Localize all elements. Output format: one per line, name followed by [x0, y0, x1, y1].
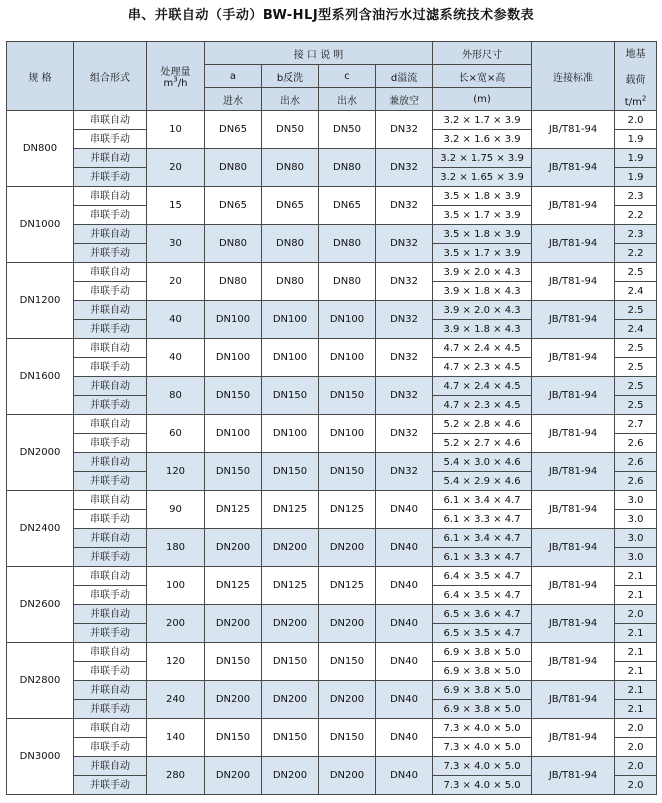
dims-cell: 4.7 × 2.4 × 4.5 — [433, 339, 532, 358]
header-port-d: d溢流 — [376, 65, 433, 88]
dims-cell: 5.4 × 2.9 × 4.6 — [433, 472, 532, 491]
load-cell: 3.0 — [615, 529, 657, 548]
port-d-cell: DN32 — [376, 149, 433, 187]
standard-cell: JB/T81-94 — [532, 605, 615, 643]
table-row — [7, 149, 657, 168]
flow-cell: 10 — [147, 111, 205, 149]
load-cell: 1.9 — [615, 149, 657, 168]
table-row — [7, 225, 657, 244]
table-row — [7, 681, 657, 700]
load-cell: 2.0 — [615, 719, 657, 738]
dims-cell: 6.9 × 3.8 × 5.0 — [433, 700, 532, 719]
port-a-cell: DN100 — [205, 301, 262, 339]
standard-cell: JB/T81-94 — [532, 643, 615, 681]
table-row — [7, 453, 657, 472]
combo-cell: 并联手动 — [74, 624, 147, 643]
dims-cell: 4.7 × 2.3 × 4.5 — [433, 396, 532, 415]
combo-cell: 串联自动 — [74, 719, 147, 738]
dims-cell: 6.9 × 3.8 × 5.0 — [433, 643, 532, 662]
flow-cell: 200 — [147, 605, 205, 643]
header-dims: 外形尺寸 — [433, 42, 532, 65]
combo-cell: 并联手动 — [74, 472, 147, 491]
combo-cell: 并联手动 — [74, 244, 147, 263]
dims-cell: 6.1 × 3.3 × 4.7 — [433, 510, 532, 529]
combo-cell: 串联手动 — [74, 586, 147, 605]
port-c-cell: DN125 — [319, 491, 376, 529]
table-row — [7, 719, 657, 738]
port-a-cell: DN65 — [205, 187, 262, 225]
port-d-cell: DN32 — [376, 453, 433, 491]
port-c-cell: DN150 — [319, 453, 376, 491]
port-a-cell: DN150 — [205, 719, 262, 757]
load-cell: 2.0 — [615, 111, 657, 130]
dims-cell: 7.3 × 4.0 × 5.0 — [433, 738, 532, 757]
header-ports: 接 口 说 明 — [205, 42, 433, 65]
port-a-cell: DN80 — [205, 149, 262, 187]
port-d-cell: DN32 — [376, 377, 433, 415]
port-d-cell: DN40 — [376, 567, 433, 605]
port-a-cell: DN200 — [205, 681, 262, 719]
load-cell: 2.2 — [615, 206, 657, 225]
table-row — [7, 263, 657, 282]
header-load: 地基 载荷 $t/m^2$ — [615, 42, 657, 111]
load-cell: 2.1 — [615, 681, 657, 700]
combo-cell: 串联手动 — [74, 738, 147, 757]
combo-cell: 串联自动 — [74, 263, 147, 282]
dims-cell: 5.2 × 2.7 × 4.6 — [433, 434, 532, 453]
standard-cell: JB/T81-94 — [532, 377, 615, 415]
load-cell: 2.0 — [615, 605, 657, 624]
header-flow — [147, 42, 205, 111]
port-c-cell: DN80 — [319, 263, 376, 301]
load-cell: 2.1 — [615, 586, 657, 605]
port-a-cell: DN200 — [205, 757, 262, 795]
table-row — [7, 377, 657, 396]
port-a-cell: DN125 — [205, 567, 262, 605]
flow-cell: 20 — [147, 263, 205, 301]
combo-cell: 并联自动 — [74, 453, 147, 472]
port-a-cell: DN80 — [205, 225, 262, 263]
standard-cell: JB/T81-94 — [532, 567, 615, 605]
load-cell: 2.6 — [615, 472, 657, 491]
header-flow-unit: $m^3/h$ — [163, 75, 188, 89]
spec-cell: DN2400 — [7, 491, 74, 567]
standard-cell: JB/T81-94 — [532, 681, 615, 719]
port-b-cell: DN200 — [262, 757, 319, 795]
header-port-c: c — [319, 65, 376, 88]
standard-cell: JB/T81-94 — [532, 491, 615, 529]
port-d-cell: DN40 — [376, 605, 433, 643]
port-c-cell: DN125 — [319, 567, 376, 605]
port-b-cell: DN200 — [262, 605, 319, 643]
combo-cell: 并联手动 — [74, 396, 147, 415]
port-d-cell: DN40 — [376, 643, 433, 681]
dims-cell: 7.3 × 4.0 × 5.0 — [433, 719, 532, 738]
port-b-cell: DN150 — [262, 643, 319, 681]
port-d-cell: DN32 — [376, 225, 433, 263]
combo-cell: 串联手动 — [74, 510, 147, 529]
load-cell: 2.1 — [615, 567, 657, 586]
combo-cell: 并联自动 — [74, 681, 147, 700]
header-port-d-desc: 兼放空 — [376, 88, 433, 111]
standard-cell: JB/T81-94 — [532, 225, 615, 263]
table-row — [7, 605, 657, 624]
header-dims-sub2: (m) — [433, 88, 532, 111]
port-c-cell: DN150 — [319, 719, 376, 757]
dims-cell: 7.3 × 4.0 × 5.0 — [433, 776, 532, 795]
dims-cell: 3.5 × 1.7 × 3.9 — [433, 206, 532, 225]
header-standard: 连接标准 — [532, 42, 615, 111]
standard-cell: JB/T81-94 — [532, 301, 615, 339]
header-spec: 规 格 — [7, 42, 74, 111]
port-b-cell: DN150 — [262, 453, 319, 491]
flow-cell: 120 — [147, 453, 205, 491]
flow-cell: 30 — [147, 225, 205, 263]
spec-cell: DN3000 — [7, 719, 74, 795]
port-b-cell: DN200 — [262, 529, 319, 567]
port-a-cell: DN150 — [205, 377, 262, 415]
combo-cell: 并联自动 — [74, 757, 147, 776]
load-cell: 2.7 — [615, 415, 657, 434]
port-a-cell: DN125 — [205, 491, 262, 529]
standard-cell: JB/T81-94 — [532, 415, 615, 453]
load-cell: 3.0 — [615, 548, 657, 567]
page-title: 串、并联自动（手动）BW-HLJ型系列含油污水过滤系统技术参数表 — [127, 8, 535, 23]
dims-cell: 3.2 × 1.75 × 3.9 — [433, 149, 532, 168]
port-a-cell: DN150 — [205, 643, 262, 681]
load-cell: 2.0 — [615, 757, 657, 776]
combo-cell: 并联手动 — [74, 168, 147, 187]
port-c-cell: DN80 — [319, 149, 376, 187]
spec-table — [6, 41, 657, 795]
port-d-cell: DN40 — [376, 529, 433, 567]
header-dims-sub1: 长×宽×高 — [433, 65, 532, 88]
dims-cell: 4.7 × 2.4 × 4.5 — [433, 377, 532, 396]
port-b-cell: DN150 — [262, 377, 319, 415]
port-c-cell: DN80 — [319, 225, 376, 263]
load-cell: 2.4 — [615, 320, 657, 339]
port-c-cell: DN100 — [319, 301, 376, 339]
header-combo: 组合形式 — [74, 42, 147, 111]
dims-cell: 3.2 × 1.7 × 3.9 — [433, 111, 532, 130]
port-d-cell: DN40 — [376, 681, 433, 719]
load-cell: 2.5 — [615, 358, 657, 377]
load-cell: 2.5 — [615, 396, 657, 415]
dims-cell: 4.7 × 2.3 × 4.5 — [433, 358, 532, 377]
header-flow-label: 处理量 — [160, 67, 191, 78]
port-b-cell: DN50 — [262, 111, 319, 149]
dims-cell: 3.9 × 2.0 × 4.3 — [433, 263, 532, 282]
port-b-cell: DN65 — [262, 187, 319, 225]
table-row — [7, 301, 657, 320]
dims-cell: 6.1 × 3.4 × 4.7 — [433, 529, 532, 548]
port-d-cell: DN40 — [376, 757, 433, 795]
port-b-cell: DN100 — [262, 415, 319, 453]
load-cell: 2.3 — [615, 187, 657, 206]
spec-cell: DN1000 — [7, 187, 74, 263]
port-d-cell: DN32 — [376, 339, 433, 377]
dims-cell: 5.2 × 2.8 × 4.6 — [433, 415, 532, 434]
standard-cell: JB/T81-94 — [532, 149, 615, 187]
load-cell: 2.6 — [615, 453, 657, 472]
dims-cell: 5.4 × 3.0 × 4.6 — [433, 453, 532, 472]
dims-cell: 3.5 × 1.8 × 3.9 — [433, 225, 532, 244]
port-b-cell: DN150 — [262, 719, 319, 757]
port-a-cell: DN200 — [205, 529, 262, 567]
load-cell: 2.3 — [615, 225, 657, 244]
header-port-a-desc: 进水 — [205, 88, 262, 111]
load-cell: 2.5 — [615, 263, 657, 282]
header-port-a: a — [205, 65, 262, 88]
flow-cell: 20 — [147, 149, 205, 187]
header-port-c-desc: 出水 — [319, 88, 376, 111]
dims-cell: 3.5 × 1.8 × 3.9 — [433, 187, 532, 206]
combo-cell: 串联自动 — [74, 111, 147, 130]
port-d-cell: DN40 — [376, 491, 433, 529]
spec-cell: DN1600 — [7, 339, 74, 415]
port-b-cell: DN125 — [262, 491, 319, 529]
port-a-cell: DN200 — [205, 605, 262, 643]
load-cell: 1.9 — [615, 130, 657, 149]
combo-cell: 并联自动 — [74, 149, 147, 168]
combo-cell: 并联自动 — [74, 605, 147, 624]
load-cell: 2.6 — [615, 434, 657, 453]
port-c-cell: DN100 — [319, 339, 376, 377]
combo-cell: 串联自动 — [74, 491, 147, 510]
port-a-cell: DN100 — [205, 339, 262, 377]
spec-cell: DN2800 — [7, 643, 74, 719]
combo-cell: 串联手动 — [74, 434, 147, 453]
port-c-cell: DN150 — [319, 377, 376, 415]
dims-cell: 6.9 × 3.8 × 5.0 — [433, 681, 532, 700]
port-d-cell: DN32 — [376, 263, 433, 301]
dims-cell: 3.9 × 2.0 × 4.3 — [433, 301, 532, 320]
port-c-cell: DN65 — [319, 187, 376, 225]
combo-cell: 串联手动 — [74, 130, 147, 149]
standard-cell: JB/T81-94 — [532, 719, 615, 757]
dims-cell: 3.5 × 1.7 × 3.9 — [433, 244, 532, 263]
combo-cell: 并联自动 — [74, 225, 147, 244]
port-b-cell: DN125 — [262, 567, 319, 605]
combo-cell: 串联自动 — [74, 643, 147, 662]
combo-cell: 串联自动 — [74, 339, 147, 358]
table-row — [7, 491, 657, 510]
port-b-cell: DN100 — [262, 301, 319, 339]
table-row — [7, 415, 657, 434]
table-row — [7, 111, 657, 130]
load-cell: 2.2 — [615, 244, 657, 263]
port-b-cell: DN80 — [262, 149, 319, 187]
port-b-cell: DN100 — [262, 339, 319, 377]
port-c-cell: DN200 — [319, 605, 376, 643]
flow-cell: 120 — [147, 643, 205, 681]
flow-cell: 100 — [147, 567, 205, 605]
dims-cell: 3.9 × 1.8 × 4.3 — [433, 282, 532, 301]
header-port-b-desc: 出水 — [262, 88, 319, 111]
combo-cell: 串联手动 — [74, 282, 147, 301]
combo-cell: 并联手动 — [74, 548, 147, 567]
combo-cell: 串联自动 — [74, 567, 147, 586]
combo-cell: 并联手动 — [74, 700, 147, 719]
combo-cell: 串联手动 — [74, 662, 147, 681]
port-c-cell: DN200 — [319, 529, 376, 567]
table-row — [7, 643, 657, 662]
combo-cell: 并联自动 — [74, 301, 147, 320]
flow-cell: 180 — [147, 529, 205, 567]
standard-cell: JB/T81-94 — [532, 757, 615, 795]
flow-cell: 40 — [147, 301, 205, 339]
dims-cell: 6.4 × 3.5 × 4.7 — [433, 567, 532, 586]
load-cell: 2.1 — [615, 700, 657, 719]
standard-cell: JB/T81-94 — [532, 111, 615, 149]
flow-cell: 60 — [147, 415, 205, 453]
dims-cell: 3.9 × 1.8 × 4.3 — [433, 320, 532, 339]
port-d-cell: DN32 — [376, 301, 433, 339]
flow-cell: 140 — [147, 719, 205, 757]
load-cell: 2.0 — [615, 738, 657, 757]
load-cell: 1.9 — [615, 168, 657, 187]
flow-cell: 240 — [147, 681, 205, 719]
spec-cell: DN2000 — [7, 415, 74, 491]
standard-cell: JB/T81-94 — [532, 339, 615, 377]
dims-cell: 6.4 × 3.5 × 4.7 — [433, 586, 532, 605]
spec-cell: DN800 — [7, 111, 74, 187]
load-cell: 2.5 — [615, 339, 657, 358]
port-d-cell: DN40 — [376, 719, 433, 757]
combo-cell: 串联手动 — [74, 358, 147, 377]
port-a-cell: DN80 — [205, 263, 262, 301]
port-d-cell: DN32 — [376, 415, 433, 453]
standard-cell: JB/T81-94 — [532, 529, 615, 567]
standard-cell: JB/T81-94 — [532, 453, 615, 491]
port-a-cell: DN150 — [205, 453, 262, 491]
combo-cell: 串联自动 — [74, 415, 147, 434]
port-d-cell: DN32 — [376, 187, 433, 225]
load-cell: 2.4 — [615, 282, 657, 301]
flow-cell: 90 — [147, 491, 205, 529]
flow-cell: 280 — [147, 757, 205, 795]
port-b-cell: DN200 — [262, 681, 319, 719]
table-row — [7, 757, 657, 776]
dims-cell: 7.3 × 4.0 × 5.0 — [433, 757, 532, 776]
table-row — [7, 187, 657, 206]
load-cell: 3.0 — [615, 510, 657, 529]
combo-cell: 串联自动 — [74, 187, 147, 206]
port-c-cell: DN150 — [319, 643, 376, 681]
port-a-cell: DN100 — [205, 415, 262, 453]
load-cell: 2.5 — [615, 301, 657, 320]
port-c-cell: DN100 — [319, 415, 376, 453]
port-c-cell: DN200 — [319, 681, 376, 719]
standard-cell: JB/T81-94 — [532, 263, 615, 301]
combo-cell: 并联手动 — [74, 320, 147, 339]
load-cell: 2.5 — [615, 377, 657, 396]
dims-cell: 3.2 × 1.6 × 3.9 — [433, 130, 532, 149]
load-cell: 2.1 — [615, 624, 657, 643]
load-cell: 2.1 — [615, 662, 657, 681]
port-d-cell: DN32 — [376, 111, 433, 149]
port-c-cell: DN200 — [319, 757, 376, 795]
port-a-cell: DN65 — [205, 111, 262, 149]
load-cell: 2.1 — [615, 643, 657, 662]
spec-table-body — [7, 111, 657, 795]
spec-cell: DN2600 — [7, 567, 74, 643]
dims-cell: 6.9 × 3.8 × 5.0 — [433, 662, 532, 681]
dims-cell: 6.5 × 3.5 × 4.7 — [433, 624, 532, 643]
flow-cell: 80 — [147, 377, 205, 415]
load-cell: 2.0 — [615, 776, 657, 795]
flow-cell: 40 — [147, 339, 205, 377]
dims-cell: 6.5 × 3.6 × 4.7 — [433, 605, 532, 624]
combo-cell: 并联手动 — [74, 776, 147, 795]
standard-cell: JB/T81-94 — [532, 187, 615, 225]
table-row — [7, 529, 657, 548]
table-row — [7, 339, 657, 358]
dims-cell: 3.2 × 1.65 × 3.9 — [433, 168, 532, 187]
combo-cell: 并联自动 — [74, 377, 147, 396]
combo-cell: 串联手动 — [74, 206, 147, 225]
port-b-cell: DN80 — [262, 225, 319, 263]
flow-cell: 15 — [147, 187, 205, 225]
port-b-cell: DN80 — [262, 263, 319, 301]
spec-cell: DN1200 — [7, 263, 74, 339]
header-port-b: b反洗 — [262, 65, 319, 88]
combo-cell: 并联自动 — [74, 529, 147, 548]
dims-cell: 6.1 × 3.3 × 4.7 — [433, 548, 532, 567]
dims-cell: 6.1 × 3.4 × 4.7 — [433, 491, 532, 510]
port-c-cell: DN50 — [319, 111, 376, 149]
load-cell: 3.0 — [615, 491, 657, 510]
table-row — [7, 567, 657, 586]
